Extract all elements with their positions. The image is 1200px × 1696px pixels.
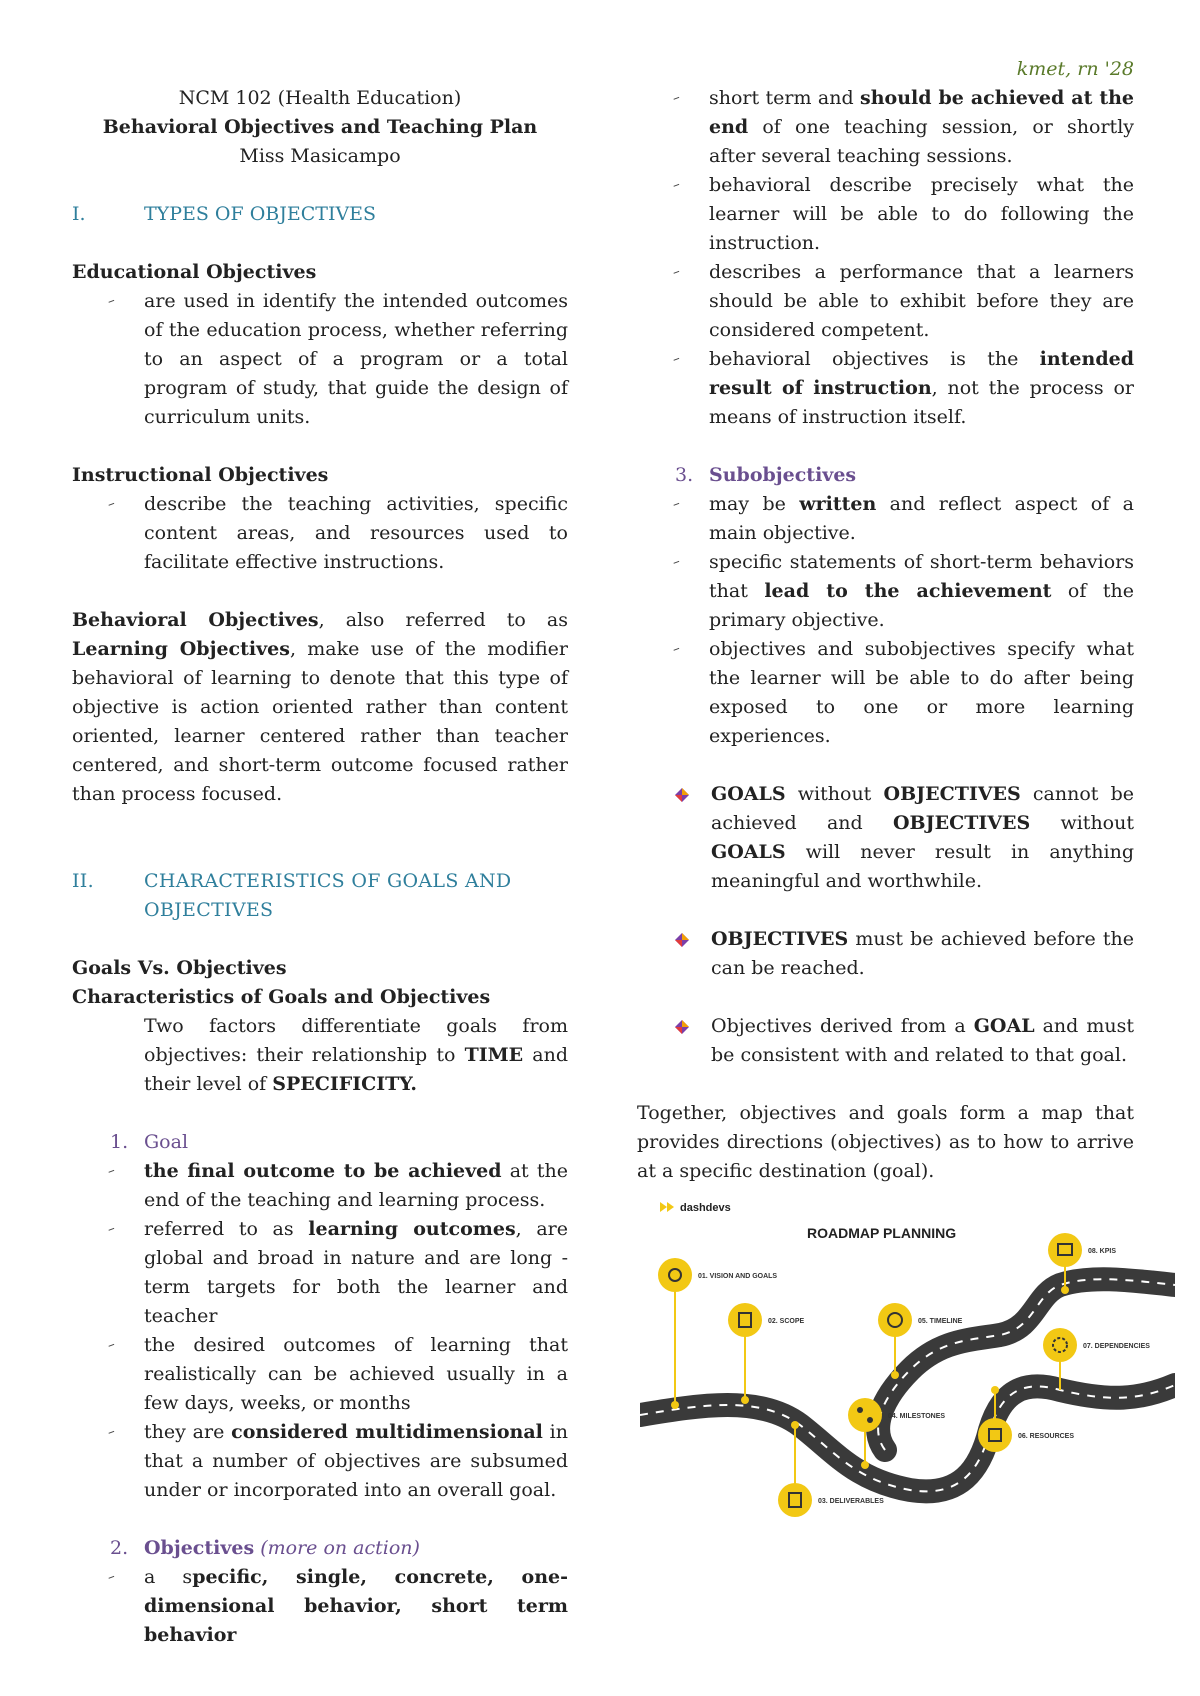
- list-item: – objectives and subobjectives specify what the learner will be able to do after being exposed to one or more learning experiences.: [637, 635, 1134, 751]
- section-heading-types: [72, 200, 568, 229]
- section-number: II.: [72, 870, 94, 892]
- text-run: referred to as: [144, 1218, 309, 1240]
- text-run: at the end of the teaching and learning process.: [144, 1160, 568, 1211]
- milestone-label: 04. MILESTONES: [888, 1413, 946, 1420]
- behavioral-objectives-paragraph: [72, 606, 568, 809]
- closing-paragraph: Together, objectives and goals form a map that provides directions (objectives) as to how to arrive at a specific destination (goal).: [637, 1102, 1134, 1182]
- subobjectives-heading: [637, 461, 1134, 490]
- list-item: [637, 345, 1134, 432]
- milestone-label: 02. SCOPE: [768, 1318, 805, 1325]
- instructional-objectives-heading: Instructional Objectives: [72, 464, 329, 486]
- instructor-name: Miss Masicampo: [239, 145, 401, 167]
- diamond-bullet-icon: [675, 1020, 689, 1034]
- item-title: Goal: [144, 1131, 189, 1153]
- text-run: , also referred to as: [318, 609, 569, 631]
- bold-term: TIME: [464, 1044, 524, 1066]
- road-path: [640, 1385, 1175, 1491]
- milestone-label: 01. VISION AND GOALS: [698, 1273, 778, 1280]
- list-item: – describe the teaching activities, specific content areas, and resources used to facilitate effective instructions.: [72, 490, 568, 577]
- milestone-label: 07. DEPENDENCIES: [1083, 1343, 1150, 1350]
- text-run: will never result in anything meaningful and worthwhile.: [711, 841, 1134, 892]
- list-item: [72, 1563, 568, 1650]
- road-path-upper: [878, 1279, 1175, 1450]
- text-run: may be: [709, 493, 800, 515]
- diamond-bullet-icon: [675, 788, 689, 802]
- milestone-1: [658, 1258, 777, 1409]
- text-run: , are global and broad in nature and are long -term targets for both the learner and teacher: [144, 1218, 568, 1327]
- right-column: [637, 84, 1134, 1186]
- bold-term: Behavioral Objectives: [72, 609, 319, 631]
- bold-term: intended result of instruction: [709, 348, 1134, 399]
- topic-title: Behavioral Objectives and Teaching Plan: [102, 116, 538, 138]
- text-run: and must be consistent with and related to that goal.: [711, 1015, 1135, 1066]
- text-run: behavioral objectives is the: [709, 348, 1040, 370]
- list-item: – the desired outcomes of learning that realistically can be achieved usually in a few days, weeks, or months: [72, 1331, 568, 1418]
- item-number: 2.: [110, 1537, 129, 1559]
- milestone-2: [728, 1303, 805, 1404]
- text-run: of the primary objective.: [709, 580, 1135, 631]
- objectives-list: [72, 1563, 568, 1650]
- text-run: without: [785, 783, 884, 805]
- bold-term: GOALS: [711, 841, 786, 863]
- goal-list: [72, 1157, 568, 1505]
- subobjectives-list: [637, 490, 1134, 751]
- milestone-7: [1043, 1328, 1150, 1390]
- text-run: Two factors differentiate goals from objectives: their relationship to: [144, 1015, 568, 1066]
- document-title: [72, 84, 568, 171]
- text-run: , not the process or means of instruction itself.: [709, 377, 1135, 428]
- item-note: (more on action): [254, 1537, 420, 1559]
- bold-term: GOAL: [973, 1015, 1035, 1037]
- section-title: CHARACTERISTICS OF GOALS AND OBJECTIVES: [144, 870, 512, 921]
- milestone-label: 03. DELIVERABLES: [818, 1498, 884, 1505]
- bold-term: learning outcomes: [308, 1218, 516, 1240]
- text-run: Objectives derived from a: [711, 1015, 974, 1037]
- roadmap-title: ROADMAP PLANNING: [807, 1225, 957, 1241]
- item-number: 1.: [110, 1131, 129, 1153]
- list-item: – are used in identify the intended outcomes of the education process, whether referring to an aspect of a program or a total program of study, that guide the design of curriculum units.: [72, 287, 568, 432]
- text-run: without: [1030, 812, 1134, 834]
- text-run: must be achieved before the can be reached.: [711, 928, 1134, 979]
- goals-vs-objectives-heading: Goals Vs. Objectives: [72, 957, 287, 979]
- text-run: they are: [144, 1421, 232, 1443]
- list-item: – behavioral describe precisely what the learner will be able to do following the instruction.: [637, 171, 1134, 258]
- objectives-list-continued: [637, 84, 1134, 432]
- text-run: short term and: [709, 87, 861, 109]
- factors-paragraph: [72, 1012, 568, 1099]
- list-item: – describes a performance that a learners should be able to exhibit before they are considered competent.: [637, 258, 1134, 345]
- roadmap-planning-figure: [640, 1190, 1175, 1550]
- bold-term: should be achieved at the end: [709, 87, 1134, 138]
- course-title: NCM 102 (Health Education): [178, 87, 462, 109]
- list-item: [72, 1215, 568, 1331]
- list-item: [72, 1418, 568, 1505]
- left-column: [72, 84, 568, 1650]
- bold-term: lead to the achievement: [764, 580, 1052, 602]
- text-run: in that a number of objectives are subsumed under or incorporated into an overall goal.: [144, 1421, 568, 1501]
- objectives-heading: [72, 1534, 568, 1563]
- list-item: [637, 548, 1134, 635]
- bold-term: OBJECTIVES: [711, 928, 849, 950]
- bold-term: GOALS: [711, 783, 786, 805]
- characteristics-heading: Characteristics of Goals and Objectives: [72, 986, 491, 1008]
- diamond-bullet-icon: [675, 933, 689, 947]
- bold-term: OBJECTIVES: [892, 812, 1031, 834]
- text-run: and their level of: [144, 1044, 568, 1095]
- milestone-4: [848, 1398, 945, 1469]
- goal-heading: [72, 1128, 568, 1157]
- bold-term: OBJECTIVES: [883, 783, 1021, 805]
- section-number: I.: [72, 203, 86, 225]
- milestone-label: 06. RESOURCES: [1018, 1433, 1075, 1440]
- bold-term: SPECIFICITY.: [272, 1073, 418, 1095]
- key-point-goals-objectives: [637, 780, 1134, 896]
- bold-term: considered multidimensional: [231, 1421, 543, 1443]
- section-title: TYPES OF OBJECTIVES: [144, 203, 377, 225]
- bold-term: written: [799, 493, 877, 515]
- educational-objectives-heading: Educational Objectives: [72, 261, 317, 283]
- key-point-derived-from-goal: [637, 1012, 1134, 1070]
- brand-name: dashdevs: [680, 1202, 731, 1214]
- bold-term: pecific, single, concrete, one- dimensional behavior, short term behavior: [144, 1566, 568, 1646]
- item-title: [709, 461, 1134, 490]
- milestone-label: 08. KPIS: [1088, 1248, 1117, 1255]
- brand-logo: [660, 1202, 731, 1214]
- section-heading-characteristics: [72, 867, 568, 925]
- milestones-icon: [857, 1407, 863, 1413]
- milestone-label: 05. TIMELINE: [918, 1318, 963, 1325]
- text-run: a s: [144, 1566, 193, 1588]
- text-run: , make use of the modifier behavioral of learning to denote that this type of objective is action oriented rather than content oriented, learner centered rather than teacher centered, and short-term outcome focused rather than process focused.: [72, 638, 569, 805]
- item-title-text: Subobjectives: [709, 464, 857, 486]
- bold-term: Learning Objectives: [72, 638, 290, 660]
- item-title: [144, 1534, 568, 1563]
- key-point-objectives-first: [637, 925, 1134, 983]
- text-run: and reflect aspect of a main objective.: [709, 493, 1134, 544]
- text-run: specific statements of short-term behaviors that: [709, 551, 1134, 602]
- educational-objectives-list: [72, 287, 568, 432]
- page-identifier: kmet, rn '28: [1016, 58, 1134, 80]
- list-item: [637, 84, 1134, 171]
- text-run: of one teaching session, or shortly after several teaching sessions.: [709, 116, 1134, 167]
- list-item: [637, 490, 1134, 548]
- bold-term: the final outcome to be achieved: [144, 1160, 502, 1182]
- list-item: [72, 1157, 568, 1215]
- item-number: 3.: [675, 464, 694, 486]
- text-run: cannot be achieved and: [711, 783, 1134, 834]
- instructional-objectives-list: [72, 490, 568, 577]
- item-title-text: Objectives: [144, 1537, 255, 1559]
